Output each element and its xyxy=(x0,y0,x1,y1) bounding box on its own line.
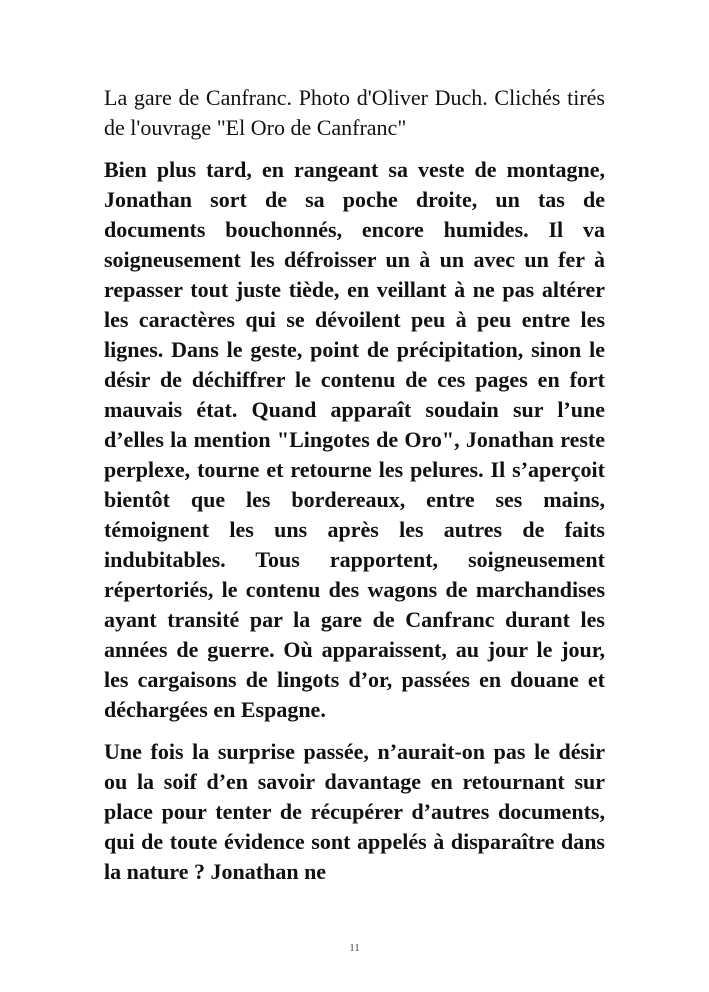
page-content xyxy=(104,83,605,899)
paragraph-2: Une fois la surprise passée, n’aurait-on pas le désir ou la soif d’en savoir davantage en retournant sur place pour tenter de récupérer d’autres documents, qui de toute évidence sont appelés à disparaître dans la nature ? Jonathan ne xyxy=(104,739,605,884)
paragraph-1: Bien plus tard, en rangeant sa veste de montagne, Jonathan sort de sa poche droite, un tas de documents bouchonnés, encore humides. Il va soigneusement les défroisser un à un avec un fer à repasser tout juste tiède, en veillant à ne pas altérer les caractères qui se dévoilent peu à peu entre les lignes. Dans le geste, point de précipitation, sinon le désir de déchiffrer le contenu de ces pages en fort mauvais état. Quand apparaît soudain sur l’une d’elles la mention "Lingotes de Oro", Jonathan reste perplexe, tourne et retourne les pelures. Il s’aperçoit bientôt que les bordereaux, entre ses mains, témoignent les uns après les autres de faits indubitables. Tous rapportent, soigneusement répertoriés, le contenu des wagons de marchandises ayant transité par la gare de Canfranc durant les années de guerre. Où apparaissent, au jour le jour, les cargaisons de lingots d’or, passées en douane et déchargées en Espagne. xyxy=(104,157,605,722)
page-number: 11 xyxy=(349,942,360,954)
photo-caption: La gare de Canfranc. Photo d'Oliver Duch. Clichés tirés de l'ouvrage "El Oro de Canfranc" xyxy=(104,85,605,140)
